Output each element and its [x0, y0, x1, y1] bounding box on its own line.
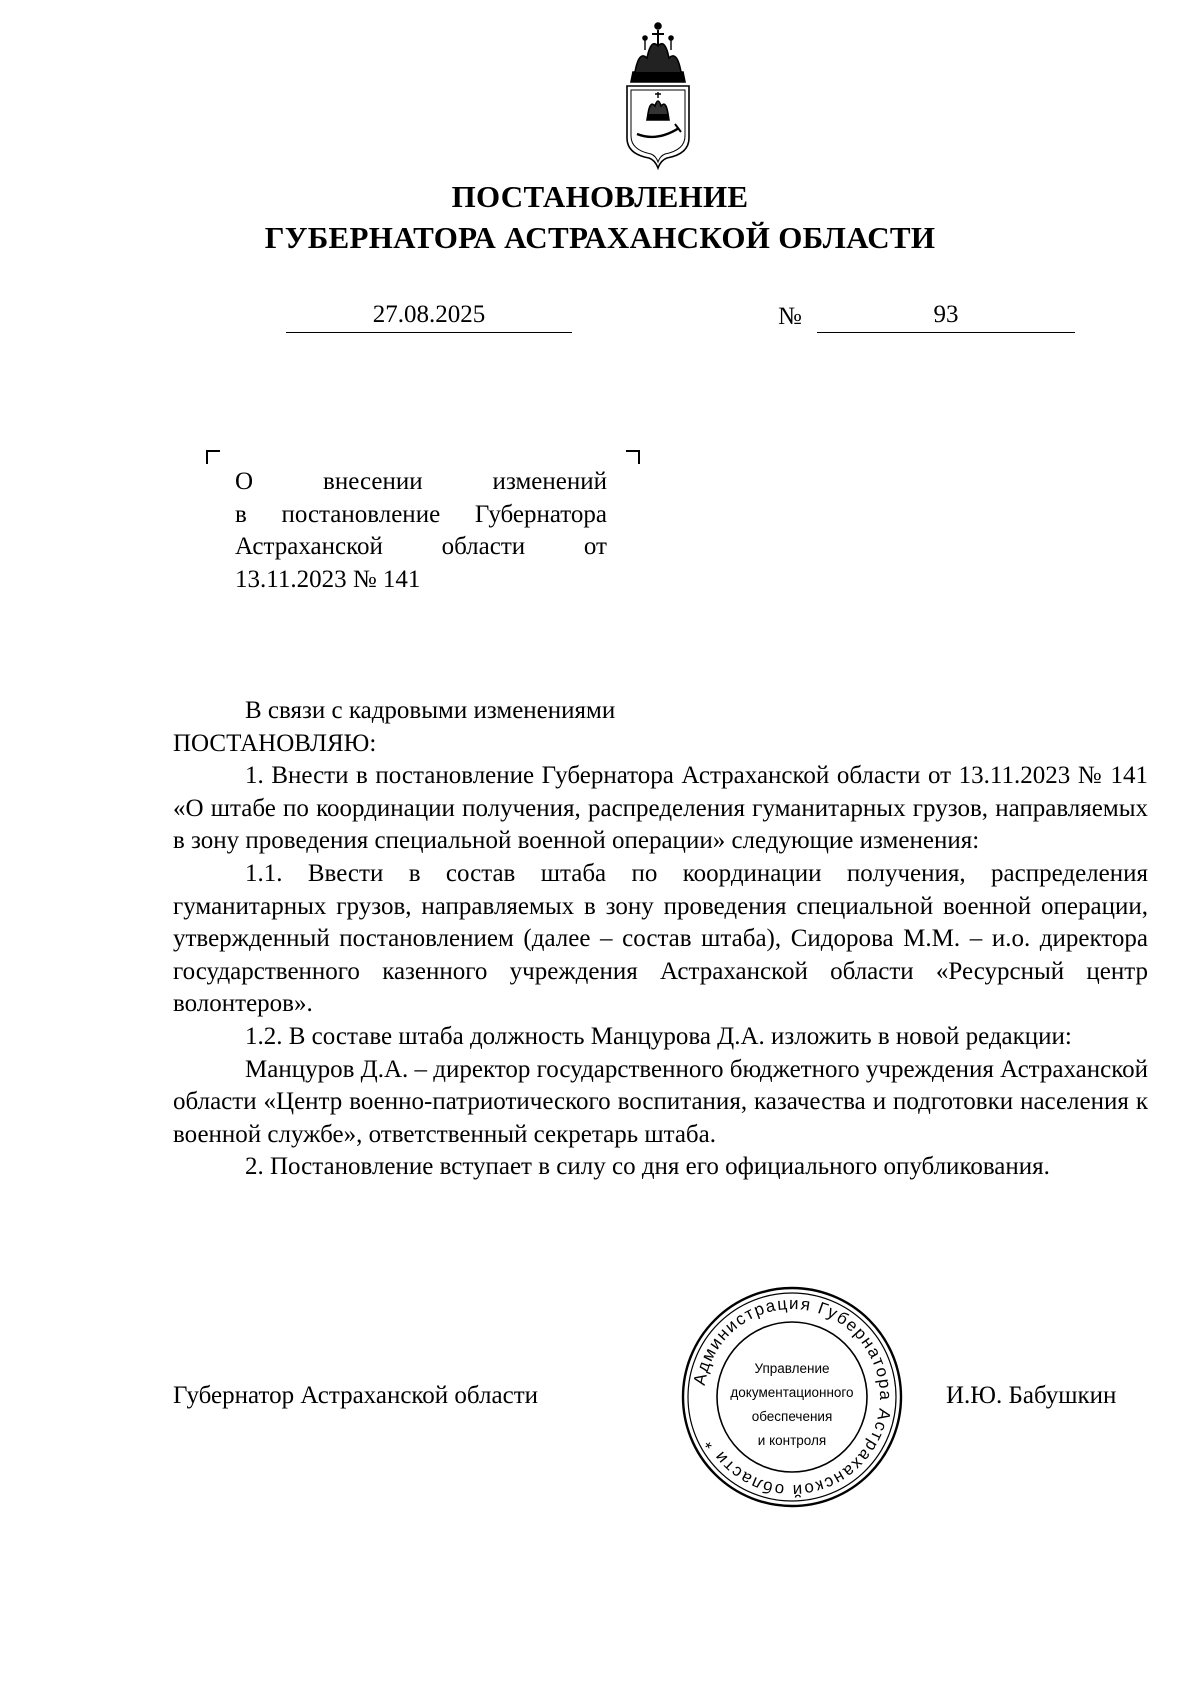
- signatory-position: Губернатор Астраханской области: [173, 1382, 539, 1409]
- seal-ring-text: Администрация Губернатора Астраханской области *: [689, 1293, 896, 1501]
- seal-center-text: [726, 1357, 858, 1453]
- resolve-paragraph: ПОСТАНОВЛЯЮ:: [173, 729, 377, 757]
- intro-paragraph: В связи с кадровыми изменениями: [245, 697, 616, 724]
- item-1-1-paragraph: 1.1. Ввести в состав штаба по координации получения, распределения гуманитарных грузов, направляемых в зону проведения специальной военной операции, утвержденный постановлением (далее – состав штаба), Сидорова М.М. – и.о. директора государственного казенного учреждения Астраханской области «Ресурсный центр волонтеров».: [173, 859, 1148, 1018]
- subject-line: 13.11.2023 № 141: [235, 565, 421, 593]
- item-1-2-paragraph: 1.2. В составе штаба должность Манцурова Д.А. изложить в новой редакции:: [245, 1022, 1072, 1050]
- seal-center-line: документационного: [730, 1385, 854, 1400]
- subject-line: в постановление Губернатора: [235, 500, 607, 528]
- seal-center-line: Управление: [754, 1361, 830, 1376]
- coat-of-arms-emblem: [617, 20, 699, 170]
- document-date: 27.08.2025: [286, 300, 572, 333]
- subject-line: Астраханской области от: [235, 533, 607, 560]
- item-1-paragraph: 1. Внести в постановление Губернатора Астраханской области от 13.11.2023 № 141 «О штабе по координации получения, распределения гуманитарных грузов, направляемых в зону проведения специальной военной операции» следующие изменения:: [173, 762, 1148, 855]
- issuer-heading: ГУБЕРНАТОРА АСТРАХАНСКОЙ ОБЛАСТИ: [264, 220, 936, 255]
- subject-line: О внесении изменений: [235, 468, 607, 495]
- item-1-2-new-wording: Манцуров Д.А. – директор государственного бюджетного учреждения Астраханской области «Центр военно-патриотического воспитания, казачества и подготовки населения к военной службе», ответственный секретарь штаба.: [173, 1055, 1148, 1148]
- subject-bracket-right: [626, 450, 640, 464]
- item-2-paragraph: 2. Постановление вступает в силу со дня его официального опубликования.: [245, 1153, 1050, 1181]
- seal-center-line: обеспечения: [751, 1409, 833, 1424]
- document-subject: [235, 466, 607, 596]
- seal-center-line: и контроля: [757, 1433, 827, 1448]
- signatory-name: И.Ю. Бабушкин: [946, 1382, 1117, 1409]
- document-body: [173, 695, 1148, 1184]
- subject-bracket-left: [206, 450, 220, 464]
- document-type-heading: ПОСТАНОВЛЕНИЕ: [451, 179, 749, 214]
- number-sign: №: [778, 303, 802, 330]
- document-number: 93: [817, 300, 1075, 333]
